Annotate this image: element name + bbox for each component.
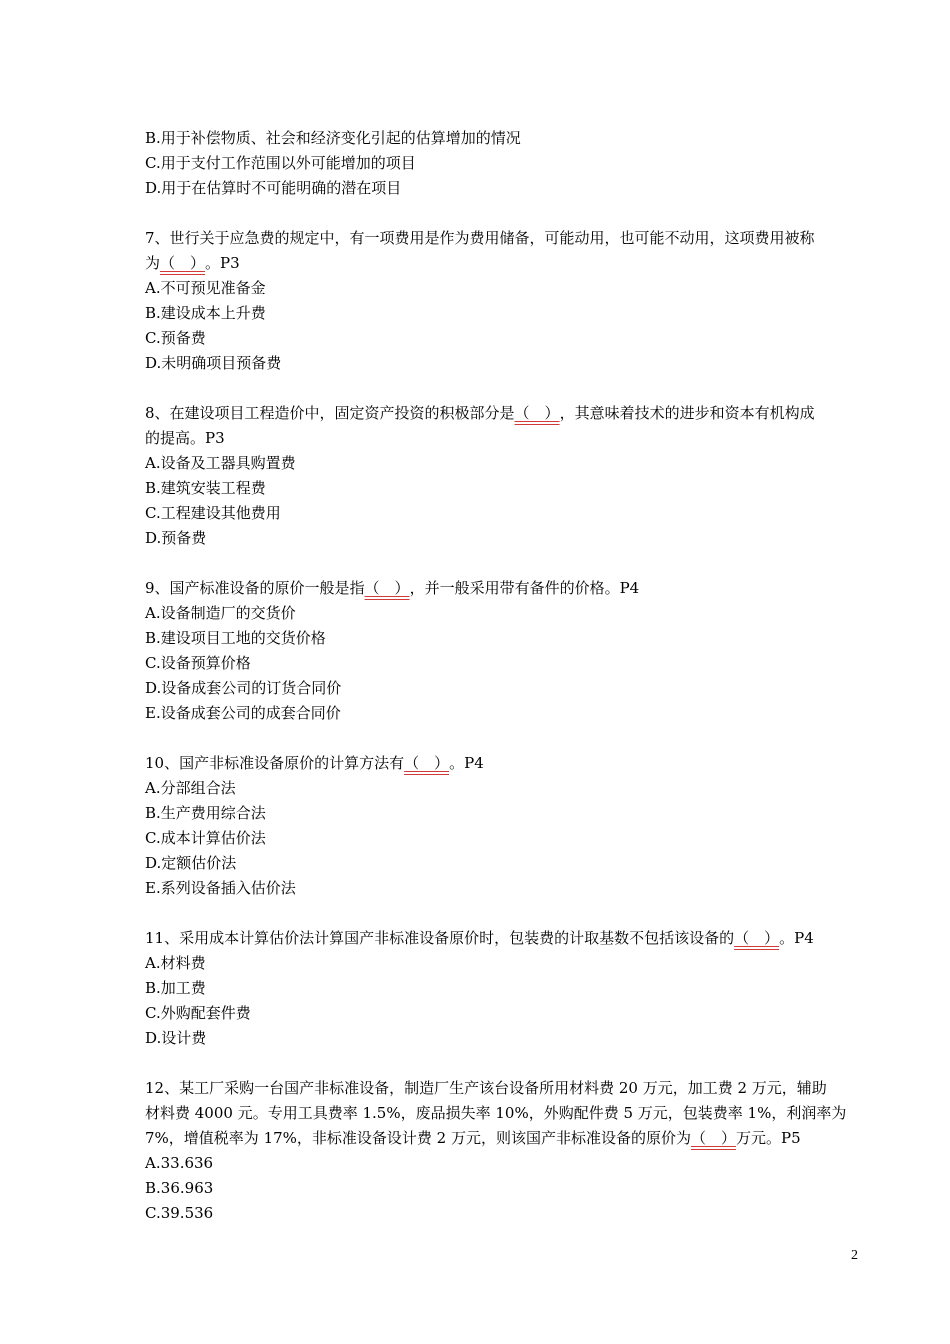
question-7 xyxy=(145,226,867,376)
option-e: E.设备成套公司的成套合同价 xyxy=(145,704,341,722)
question-6-options xyxy=(145,126,867,201)
option-a: A.分部组合法 xyxy=(145,779,236,797)
option-d: D.设备成套公司的订货合同价 xyxy=(145,679,342,697)
question-text: 7、世行关于应急费的规定中，有一项费用是作为费用储备，可能动用，也可能不动用，这项费用被称 xyxy=(145,229,815,247)
answer-blank: （ ） xyxy=(691,1129,737,1147)
question-text xyxy=(145,926,867,951)
spacer xyxy=(145,726,867,751)
question-text-segment: 11、采用成本计算估价法计算国产非标准设备原价时，包装费的计取基数不包括该设备的 xyxy=(145,929,735,947)
spacer xyxy=(145,201,867,226)
answer-blank: （ ） xyxy=(404,754,450,772)
answer-blank: （ ） xyxy=(160,254,206,272)
question-text-segment: 。P3 xyxy=(205,254,240,272)
option-d: D.定额估价法 xyxy=(145,854,237,872)
question-text: 12、某工厂采购一台国产非标准设备，制造厂生产该台设备所用材料费 20 万元，加工费 2 万元，辅助 xyxy=(145,1079,827,1097)
question-text-segment: 10、国产非标准设备原价的计算方法有 xyxy=(145,754,405,772)
question-text xyxy=(145,401,867,426)
option-b: B.建筑安装工程费 xyxy=(145,479,266,497)
spacer xyxy=(145,901,867,926)
option-a: A.33.636 xyxy=(145,1154,214,1172)
option-a: A.不可预见准备金 xyxy=(145,279,266,297)
question-text-segment: 9、国产标准设备的原价一般是指 xyxy=(145,579,365,597)
option-c: C.预备费 xyxy=(145,329,206,347)
question-text-segment: 8、在建设项目工程造价中，固定资产投资的积极部分是 xyxy=(145,404,515,422)
question-10 xyxy=(145,751,867,901)
question-text-segment: ，其意味着技术的进步和资本有机构成 xyxy=(559,404,815,422)
spacer xyxy=(145,376,867,401)
question-text-continued: 的提高。P3 xyxy=(145,429,225,447)
question-text-continued xyxy=(145,251,867,276)
answer-blank: （ ） xyxy=(514,404,560,422)
option-c: C.成本计算估价法 xyxy=(145,829,266,847)
page-number: 2 xyxy=(851,1248,858,1263)
option-c: C.39.536 xyxy=(145,1204,214,1222)
answer-blank: （ ） xyxy=(734,929,780,947)
option-b: B.36.963 xyxy=(145,1179,214,1197)
option-a: A.设备及工器具购置费 xyxy=(145,454,296,472)
answer-blank: （ ） xyxy=(364,579,410,597)
page-content xyxy=(145,126,867,1226)
option-a: A.材料费 xyxy=(145,954,206,972)
question-12 xyxy=(145,1076,867,1226)
option-b: B.建设成本上升费 xyxy=(145,304,266,322)
question-text-segment: 万元。P5 xyxy=(736,1129,801,1147)
spacer xyxy=(145,551,867,576)
option-c: C.用于支付工作范围以外可能增加的项目 xyxy=(145,154,416,172)
spacer xyxy=(145,1051,867,1076)
question-text xyxy=(145,576,867,601)
question-text-segment: ，并一般采用带有备件的价格。P4 xyxy=(409,579,640,597)
question-text-segment: 。P4 xyxy=(449,754,484,772)
option-a: A.设备制造厂的交货价 xyxy=(145,604,296,622)
option-d: D.设计费 xyxy=(145,1029,207,1047)
question-text-continued: 材料费 4000 元。专用工具费率 1.5%，废品损失率 10%，外购配件费 5 万元，包装费率 1%，利润率为 xyxy=(145,1104,847,1122)
question-text-segment: 7%，增值税率为 17%，非标准设备设计费 2 万元，则该国产非标准设备的原价为 xyxy=(145,1129,691,1147)
question-text xyxy=(145,751,867,776)
question-text-continued xyxy=(145,1126,867,1151)
option-c: C.外购配套件费 xyxy=(145,1004,251,1022)
option-e: E.系列设备插入估价法 xyxy=(145,879,296,897)
question-text-segment: 。P4 xyxy=(779,929,814,947)
question-text-segment: 为 xyxy=(145,254,161,272)
option-d: D.预备费 xyxy=(145,529,207,547)
option-b: B.建设项目工地的交货价格 xyxy=(145,629,326,647)
option-b: B.加工费 xyxy=(145,979,206,997)
question-11 xyxy=(145,926,867,1051)
option-c: C.工程建设其他费用 xyxy=(145,504,281,522)
option-b: B.用于补偿物质、社会和经济变化引起的估算增加的情况 xyxy=(145,129,521,147)
option-b: B.生产费用综合法 xyxy=(145,804,266,822)
option-c: C.设备预算价格 xyxy=(145,654,251,672)
question-9 xyxy=(145,576,867,726)
option-d: D.未明确项目预备费 xyxy=(145,354,282,372)
option-d: D.用于在估算时不可能明确的潜在项目 xyxy=(145,179,402,197)
question-8 xyxy=(145,401,867,551)
